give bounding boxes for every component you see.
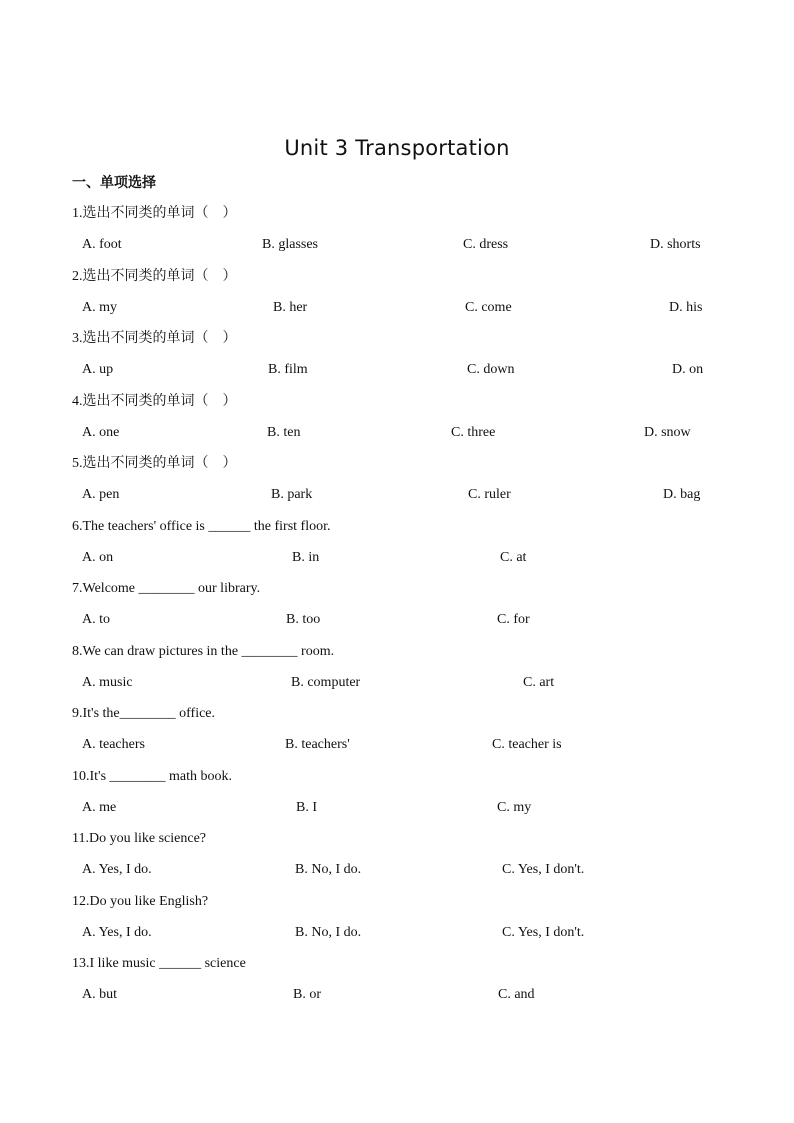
option-b: B. in <box>292 549 320 565</box>
option-row <box>72 734 722 756</box>
question-stem: 6.The teachers' office is ______ the first floor. <box>72 518 331 534</box>
option-row <box>72 359 722 381</box>
question-stem: 7.Welcome ________ our library. <box>72 581 261 596</box>
page-title: Unit 3 Transportation <box>284 136 510 160</box>
option-c: C. dress <box>463 237 509 252</box>
question-list <box>72 198 722 1011</box>
option-a: A. Yes, I do. <box>82 862 152 877</box>
option-row <box>72 797 722 819</box>
question-item <box>72 386 722 449</box>
question-item <box>72 886 722 949</box>
option-b: B. No, I do. <box>295 862 362 877</box>
option-d: D. his <box>669 299 703 315</box>
option-a: A. my <box>82 299 117 315</box>
question-stem: 9.It's the________ office. <box>72 706 216 721</box>
option-row <box>72 922 722 944</box>
question-stem: 3.选出不同类的单词（ ） <box>72 331 237 346</box>
option-c: C. and <box>498 987 535 1002</box>
option-c: C. come <box>465 299 512 315</box>
question-item <box>72 323 722 386</box>
question-item <box>72 698 722 761</box>
option-d: D. shorts <box>650 237 701 252</box>
section-heading: 一、单项选择 <box>72 175 156 191</box>
option-a: A. music <box>82 674 133 690</box>
question-stem: 11.Do you like science? <box>72 831 206 846</box>
option-row <box>72 672 722 694</box>
option-row <box>72 984 722 1006</box>
option-b: B. I <box>296 799 317 815</box>
option-a: A. but <box>82 987 117 1002</box>
option-row <box>72 484 722 506</box>
question-item <box>72 823 722 886</box>
question-stem: 10.It's ________ math book. <box>72 768 233 784</box>
option-b: B. computer <box>291 674 361 690</box>
question-stem: 1.选出不同类的单词（ ） <box>72 206 237 221</box>
question-stem: 8.We can draw pictures in the ________ room. <box>72 643 335 659</box>
option-row <box>72 859 722 881</box>
option-b: B. ten <box>267 424 301 440</box>
option-b: B. film <box>268 362 308 377</box>
option-a: A. me <box>82 799 117 815</box>
question-item <box>72 261 722 324</box>
option-b: B. or <box>293 987 321 1002</box>
option-b: B. park <box>271 487 313 502</box>
option-c: C. for <box>497 612 530 627</box>
question-item <box>72 761 722 824</box>
question-stem: 12.Do you like English? <box>72 893 209 909</box>
option-b: B. glasses <box>262 237 318 252</box>
option-d: D. bag <box>663 487 701 502</box>
option-a: A. on <box>82 549 114 565</box>
option-c: C. down <box>467 362 515 377</box>
option-b: B. teachers' <box>285 737 350 752</box>
option-c: C. teacher is <box>492 737 562 752</box>
question-item <box>72 511 722 574</box>
option-a: A. one <box>82 424 120 440</box>
question-item <box>72 198 722 261</box>
option-c: C. Yes, I don't. <box>502 924 585 940</box>
option-c: C. at <box>500 549 527 565</box>
option-b: B. too <box>286 612 321 627</box>
option-a: A. teachers <box>82 737 145 752</box>
question-stem: 4.选出不同类的单词（ ） <box>72 393 237 409</box>
option-row <box>72 297 722 319</box>
question-item <box>72 636 722 699</box>
option-c: C. ruler <box>468 487 511 502</box>
option-row <box>72 609 722 631</box>
option-a: A. to <box>82 612 110 627</box>
option-b: B. No, I do. <box>295 924 362 940</box>
option-b: B. her <box>273 299 308 315</box>
option-a: A. foot <box>82 237 122 252</box>
option-row <box>72 547 722 569</box>
option-c: C. three <box>451 424 496 440</box>
question-item <box>72 573 722 636</box>
question-stem: 2.选出不同类的单词（ ） <box>72 268 237 284</box>
option-c: C. my <box>497 799 532 815</box>
question-stem: 5.选出不同类的单词（ ） <box>72 456 237 471</box>
option-d: D. on <box>672 362 704 377</box>
question-stem: 13.I like music ______ science <box>72 956 246 971</box>
option-d: D. snow <box>644 424 691 440</box>
option-row <box>72 422 722 444</box>
option-row <box>72 234 722 256</box>
option-c: C. Yes, I don't. <box>502 862 585 877</box>
option-a: A. pen <box>82 487 120 502</box>
question-item <box>72 448 722 511</box>
question-item <box>72 948 722 1011</box>
option-c: C. art <box>523 674 555 690</box>
option-a: A. Yes, I do. <box>82 924 152 940</box>
option-a: A. up <box>82 362 114 377</box>
